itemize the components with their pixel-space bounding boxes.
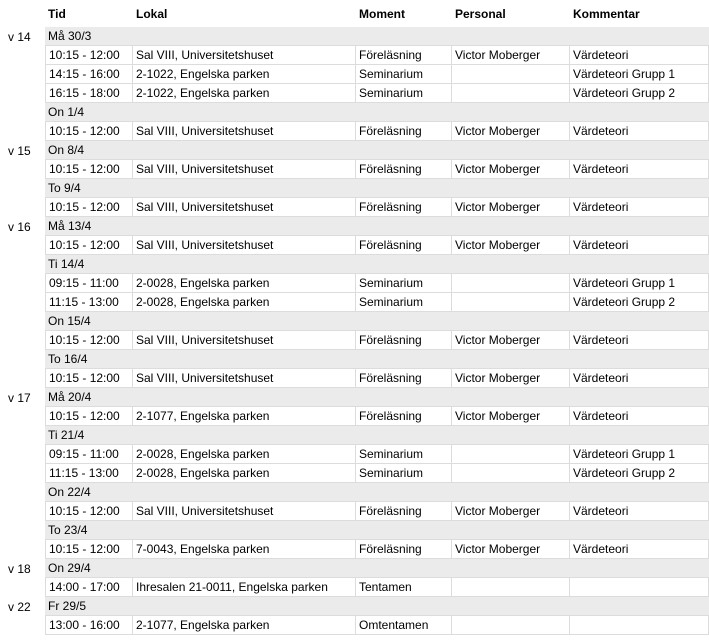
cell-personal: Victor Moberger xyxy=(452,369,570,388)
day-row xyxy=(0,350,709,369)
cell-personal xyxy=(452,616,570,635)
cell-lokal: 2-0028, Engelska parken xyxy=(133,293,356,312)
week-number xyxy=(0,122,45,141)
week-number: v 17 xyxy=(0,388,45,407)
header-personal: Personal xyxy=(455,6,506,21)
cell-kommentar: Värdeteori xyxy=(570,160,709,179)
day-row xyxy=(0,559,709,578)
cell-kommentar: Värdeteori Grupp 1 xyxy=(570,274,709,293)
week-number xyxy=(0,464,45,483)
day-label: Ti 21/4 xyxy=(45,426,709,445)
cell-personal: Victor Moberger xyxy=(452,198,570,217)
cell-tid: 10:15 - 12:00 xyxy=(45,502,133,521)
day-label: Fr 29/5 xyxy=(45,597,709,616)
cell-kommentar xyxy=(570,616,709,635)
cell-moment: Seminarium xyxy=(356,65,452,84)
week-number xyxy=(0,483,45,502)
cell-moment: Föreläsning xyxy=(356,502,452,521)
week-number xyxy=(0,179,45,198)
week-number xyxy=(0,293,45,312)
week-number xyxy=(0,521,45,540)
cell-kommentar: Värdeteori xyxy=(570,236,709,255)
cell-personal: Victor Moberger xyxy=(452,46,570,65)
cell-kommentar: Värdeteori Grupp 2 xyxy=(570,84,709,103)
week-number: v 15 xyxy=(0,141,45,160)
header-week xyxy=(0,0,45,27)
day-label: On 1/4 xyxy=(45,103,709,122)
cell-tid: 10:15 - 12:00 xyxy=(45,198,133,217)
cell-moment: Föreläsning xyxy=(356,160,452,179)
week-number xyxy=(0,312,45,331)
event-row xyxy=(0,331,709,350)
day-label: On 8/4 xyxy=(45,141,709,160)
cell-personal xyxy=(452,65,570,84)
cell-personal xyxy=(452,464,570,483)
cell-lokal: Sal VIII, Universitetshuset xyxy=(133,331,356,350)
week-number xyxy=(0,274,45,293)
cell-tid: 10:15 - 12:00 xyxy=(45,236,133,255)
cell-moment: Föreläsning xyxy=(356,369,452,388)
cell-tid: 14:00 - 17:00 xyxy=(45,578,133,597)
header-lokal: Lokal xyxy=(136,6,168,21)
cell-personal xyxy=(452,293,570,312)
cell-lokal: Ihresalen 21-0011, Engelska parken xyxy=(133,578,356,597)
cell-kommentar: Värdeteori xyxy=(570,198,709,217)
event-row xyxy=(0,236,709,255)
event-row xyxy=(0,502,709,521)
cell-moment: Seminarium xyxy=(356,464,452,483)
day-row xyxy=(0,388,709,407)
cell-kommentar: Värdeteori xyxy=(570,502,709,521)
cell-personal: Victor Moberger xyxy=(452,160,570,179)
cell-personal xyxy=(452,445,570,464)
cell-moment: Föreläsning xyxy=(356,540,452,559)
event-row xyxy=(0,407,709,426)
week-number xyxy=(0,578,45,597)
schedule-header xyxy=(0,0,709,27)
header-tid: Tid xyxy=(48,6,66,21)
cell-personal: Victor Moberger xyxy=(452,502,570,521)
day-label: To 9/4 xyxy=(45,179,709,198)
cell-moment: Föreläsning xyxy=(356,122,452,141)
day-row xyxy=(0,312,709,331)
cell-kommentar: Värdeteori xyxy=(570,331,709,350)
event-row xyxy=(0,369,709,388)
cell-kommentar: Värdeteori Grupp 1 xyxy=(570,65,709,84)
week-number xyxy=(0,426,45,445)
week-number xyxy=(0,255,45,274)
cell-tid: 09:15 - 11:00 xyxy=(45,445,133,464)
day-row xyxy=(0,217,709,236)
week-number xyxy=(0,445,45,464)
cell-moment: Föreläsning xyxy=(356,46,452,65)
week-number: v 16 xyxy=(0,217,45,236)
day-row xyxy=(0,483,709,502)
cell-moment: Seminarium xyxy=(356,274,452,293)
week-number xyxy=(0,616,45,635)
day-label: On 15/4 xyxy=(45,312,709,331)
cell-lokal: 2-1077, Engelska parken xyxy=(133,407,356,426)
cell-tid: 10:15 - 12:00 xyxy=(45,369,133,388)
cell-tid: 16:15 - 18:00 xyxy=(45,84,133,103)
header-moment: Moment xyxy=(359,6,405,21)
cell-tid: 13:00 - 16:00 xyxy=(45,616,133,635)
header-kommentar: Kommentar xyxy=(573,6,640,21)
cell-personal: Victor Moberger xyxy=(452,540,570,559)
week-number xyxy=(0,198,45,217)
cell-kommentar xyxy=(570,578,709,597)
event-row xyxy=(0,578,709,597)
day-row xyxy=(0,179,709,198)
cell-personal xyxy=(452,84,570,103)
day-label: Må 30/3 xyxy=(45,27,709,46)
day-label: On 29/4 xyxy=(45,559,709,578)
day-label: Må 20/4 xyxy=(45,388,709,407)
cell-lokal: 2-1022, Engelska parken xyxy=(133,65,356,84)
event-row xyxy=(0,616,709,635)
cell-tid: 10:15 - 12:00 xyxy=(45,46,133,65)
week-number xyxy=(0,46,45,65)
day-row xyxy=(0,255,709,274)
event-row xyxy=(0,274,709,293)
event-row xyxy=(0,540,709,559)
day-label: Må 13/4 xyxy=(45,217,709,236)
week-number: v 22 xyxy=(0,597,45,616)
cell-personal xyxy=(452,578,570,597)
cell-moment: Föreläsning xyxy=(356,198,452,217)
week-number xyxy=(0,502,45,521)
day-row xyxy=(0,597,709,616)
event-row xyxy=(0,122,709,141)
cell-moment: Seminarium xyxy=(356,84,452,103)
cell-personal: Victor Moberger xyxy=(452,236,570,255)
cell-kommentar: Värdeteori xyxy=(570,369,709,388)
cell-moment: Föreläsning xyxy=(356,331,452,350)
week-number: v 14 xyxy=(0,27,45,46)
day-label: On 22/4 xyxy=(45,483,709,502)
cell-tid: 14:15 - 16:00 xyxy=(45,65,133,84)
cell-tid: 10:15 - 12:00 xyxy=(45,540,133,559)
cell-tid: 09:15 - 11:00 xyxy=(45,274,133,293)
cell-lokal: 2-0028, Engelska parken xyxy=(133,274,356,293)
week-number xyxy=(0,407,45,426)
day-row xyxy=(0,521,709,540)
cell-lokal: Sal VIII, Universitetshuset xyxy=(133,369,356,388)
cell-lokal: Sal VIII, Universitetshuset xyxy=(133,236,356,255)
cell-lokal: Sal VIII, Universitetshuset xyxy=(133,160,356,179)
event-row xyxy=(0,160,709,179)
event-row xyxy=(0,198,709,217)
event-row xyxy=(0,293,709,312)
cell-personal: Victor Moberger xyxy=(452,331,570,350)
day-label: To 23/4 xyxy=(45,521,709,540)
event-row xyxy=(0,464,709,483)
cell-tid: 11:15 - 13:00 xyxy=(45,464,133,483)
cell-kommentar: Värdeteori xyxy=(570,407,709,426)
cell-kommentar: Värdeteori Grupp 2 xyxy=(570,464,709,483)
schedule-body xyxy=(0,27,709,635)
week-number xyxy=(0,103,45,122)
week-number: v 18 xyxy=(0,559,45,578)
cell-kommentar: Värdeteori xyxy=(570,540,709,559)
cell-tid: 10:15 - 12:00 xyxy=(45,407,133,426)
week-number xyxy=(0,331,45,350)
cell-lokal: 2-0028, Engelska parken xyxy=(133,445,356,464)
cell-moment: Omtentamen xyxy=(356,616,452,635)
cell-lokal: 2-1022, Engelska parken xyxy=(133,84,356,103)
week-number xyxy=(0,84,45,103)
cell-tid: 10:15 - 12:00 xyxy=(45,122,133,141)
week-number xyxy=(0,369,45,388)
cell-moment: Seminarium xyxy=(356,445,452,464)
event-row xyxy=(0,84,709,103)
day-row xyxy=(0,141,709,160)
cell-moment: Föreläsning xyxy=(356,236,452,255)
week-number xyxy=(0,236,45,255)
day-row xyxy=(0,27,709,46)
event-row xyxy=(0,46,709,65)
week-number xyxy=(0,540,45,559)
cell-kommentar: Värdeteori xyxy=(570,122,709,141)
day-row xyxy=(0,426,709,445)
cell-moment: Tentamen xyxy=(356,578,452,597)
cell-moment: Seminarium xyxy=(356,293,452,312)
event-row xyxy=(0,445,709,464)
day-label: Ti 14/4 xyxy=(45,255,709,274)
cell-lokal: 2-1077, Engelska parken xyxy=(133,616,356,635)
cell-lokal: Sal VIII, Universitetshuset xyxy=(133,122,356,141)
cell-lokal: Sal VIII, Universitetshuset xyxy=(133,46,356,65)
cell-kommentar: Värdeteori xyxy=(570,46,709,65)
cell-lokal: Sal VIII, Universitetshuset xyxy=(133,502,356,521)
cell-tid: 11:15 - 13:00 xyxy=(45,293,133,312)
cell-tid: 10:15 - 12:00 xyxy=(45,331,133,350)
event-row xyxy=(0,65,709,84)
week-number xyxy=(0,160,45,179)
day-row xyxy=(0,103,709,122)
cell-personal: Victor Moberger xyxy=(452,407,570,426)
header-row xyxy=(0,0,709,27)
week-number xyxy=(0,350,45,369)
cell-lokal: Sal VIII, Universitetshuset xyxy=(133,198,356,217)
cell-lokal: 7-0043, Engelska parken xyxy=(133,540,356,559)
cell-kommentar: Värdeteori Grupp 2 xyxy=(570,293,709,312)
cell-kommentar: Värdeteori Grupp 1 xyxy=(570,445,709,464)
cell-lokal: 2-0028, Engelska parken xyxy=(133,464,356,483)
cell-personal: Victor Moberger xyxy=(452,122,570,141)
cell-tid: 10:15 - 12:00 xyxy=(45,160,133,179)
week-number xyxy=(0,65,45,84)
cell-moment: Föreläsning xyxy=(356,407,452,426)
day-label: To 16/4 xyxy=(45,350,709,369)
cell-personal xyxy=(452,274,570,293)
